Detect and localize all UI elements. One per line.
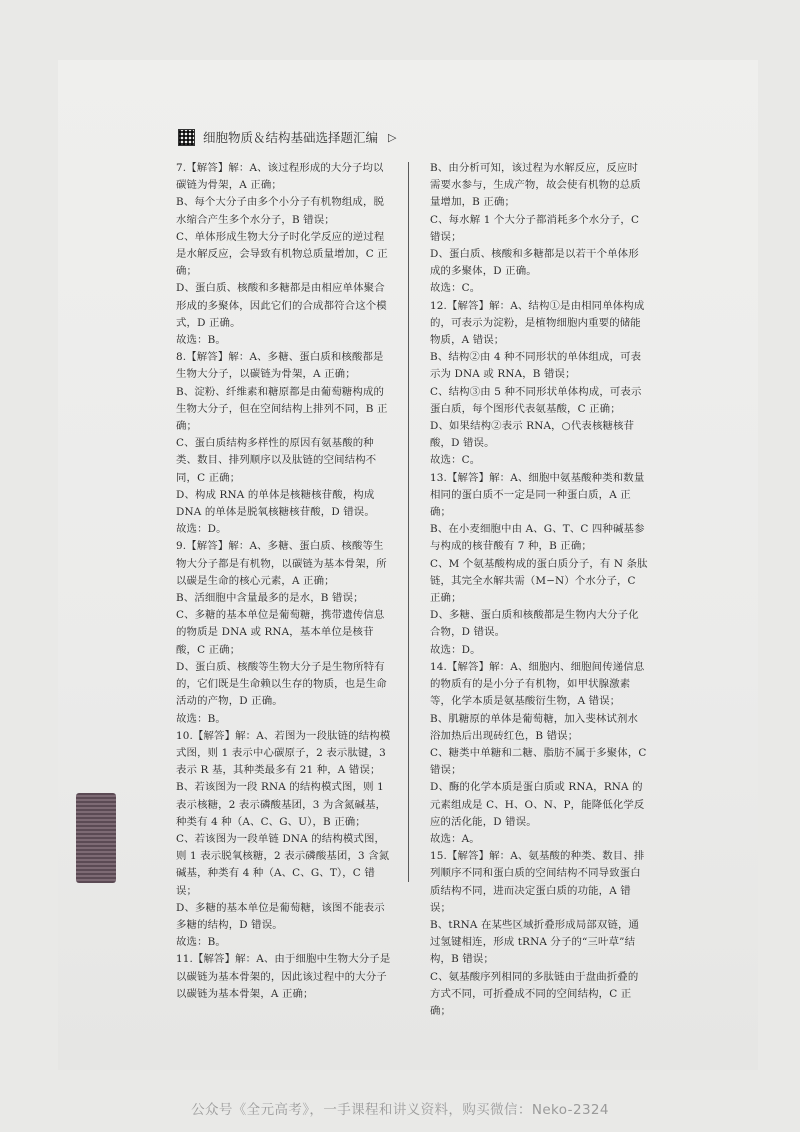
answer-line: B、活细胞中含量最多的是水，B 错误； bbox=[176, 592, 364, 605]
answer-entry bbox=[176, 349, 394, 538]
answer-line: C、蛋白质结构多样性的原因有氨基酸的种类、数目、排列顺序以及肽链的空间结构不同，C 正确； bbox=[176, 437, 377, 484]
answer-line: D、多糖的基本单位是葡萄糖，该图不能表示多糖的结构，D 错误。 bbox=[176, 901, 385, 931]
answer-line: C、每水解 1 个大分子都消耗多个水分子，C 错误； bbox=[430, 213, 640, 243]
answer-line: 故选：B。 bbox=[176, 712, 226, 725]
answer-line: 8.【解答】解：A、多糖、蛋白质和核酸都是生物大分子，以碳链为骨架，A 正确； bbox=[176, 351, 384, 381]
answer-line: 15.【解答】解：A、氨基酸的种类、数目、排列顺序不同和蛋白质的空间结构不同导致蛋白质结构不同，进而决定蛋白质的功能，A 错误； bbox=[430, 850, 645, 914]
answer-line: 故选：D。 bbox=[430, 643, 481, 656]
answer-entry bbox=[430, 848, 648, 1020]
answer-line: D、如果结构②表示 RNA，○代表核糖核苷酸，D 错误。 bbox=[430, 420, 635, 450]
answer-line: C、多糖的基本单位是葡萄糖，携带遗传信息的物质是 DNA 或 RNA，基本单位是核苷酸，C 正确； bbox=[176, 609, 385, 656]
answer-entry bbox=[176, 728, 394, 952]
answer-line: D、构成 RNA 的单体是核糖核苷酸，构成 DNA 的单体是脱氧核糖核苷酸，D 错误。 bbox=[176, 488, 375, 519]
answer-line: B、淀粉、纤维素和糖原都是由葡萄糖构成的生物大分子，但在空间结构上排列不同，B 正确； bbox=[176, 385, 388, 433]
answer-line: B、tRNA 在某些区域折叠形成局部双链，通过氢键相连，形成 tRNA 分子的“三叶草”结构，B 错误； bbox=[430, 918, 640, 966]
answer-line: 故选：D。 bbox=[176, 523, 227, 536]
answer-line: 11.【解答】解：A、由于细胞中生物大分子是以碳链为基本骨架的，因此该过程中的大分子以碳链为基本骨架，A 正确； bbox=[176, 953, 391, 1000]
answer-line: 故选：C。 bbox=[430, 282, 481, 295]
answer-line: D、多糖、蛋白质和核酸都是生物内大分子化合物，D 错误。 bbox=[430, 609, 639, 639]
answer-line: C、若该图为一段单链 DNA 的结构模式图，则 1 表示脱氧核糖，2 表示磷酸基团，3 含氮碱基，种类有 4 种（A、C、G、T），C 错误； bbox=[176, 832, 390, 897]
answer-line: 7.【解答】解：A、该过程形成的大分子均以碳链为骨架，A 正确； bbox=[176, 162, 384, 192]
answer-line: B、肌糖原的单体是葡萄糖，加入斐林试剂水浴加热后出现砖红色，B 错误； bbox=[430, 712, 639, 742]
answer-line: 故选：A。 bbox=[430, 832, 480, 845]
footer-watermark: 公众号《全元高考》，一手课程和讲义资料，购买微信：Neko-2324 bbox=[191, 1102, 609, 1118]
answer-line: D、蛋白质、核酸等生物大分子是生物所特有的，它们既是生命赖以生存的物质，也是生命活动的产物，D 正确。 bbox=[176, 660, 387, 708]
answer-line: C、单体形成生物大分子时化学反应的逆过程是水解反应，会导致有机物总质量增加，C 正确； bbox=[176, 230, 388, 278]
answer-entry bbox=[176, 160, 394, 349]
answer-entry bbox=[430, 160, 648, 298]
answer-line: B、每个大分子由多个小分子有机物组成，脱水缩合产生多个水分子，B 错误； bbox=[176, 196, 385, 226]
answer-line: D、蛋白质、核酸和多糖都是由相应单体聚合形成的多聚体，因此它们的合成都符合这个模式，D 正确。 bbox=[176, 282, 387, 329]
answer-entry bbox=[430, 298, 648, 470]
answer-line: 12.【解答】解：A、结构①是由相同单体构成的，可表示为淀粉，是植物细胞内重要的储能物质，A 错误； bbox=[430, 299, 645, 347]
answer-line: 13.【解答】解：A、细胞中氨基酸种类和数量相同的蛋白质不一定是同一种蛋白质，A 正确； bbox=[430, 471, 645, 519]
qr-code-icon bbox=[178, 129, 195, 146]
answer-line: C、糖类中单糖和二糖、脂肪不属于多聚体，C 错误； bbox=[430, 746, 647, 777]
answer-line: B、结构②由 4 种不同形状的单体组成，可表示为 DNA 或 RNA，B 错误； bbox=[430, 351, 642, 381]
thumb-smudge bbox=[76, 793, 116, 883]
header-title: 细胞物质＆结构基础选择题汇编 bbox=[203, 130, 379, 145]
answer-line: 10.【解答】解：A、若图为一段肽链的结构模式图，则 1 表示中心碳原子，2 表示肽键，3 表示 R 基，其种类最多有 21 种，A 错误； bbox=[176, 729, 391, 777]
answer-line: 14.【解答】解：A、细胞内、细胞间传递信息的物质有的是小分子有机物，如甲状腺激素等，化学本质是氨基酸衍生物，A 错误； bbox=[430, 660, 645, 708]
answer-line: 9.【解答】解：A、多糖、蛋白质、核酸等生物大分子都是有机物，以碳链为基本骨架，所以碳是生命的核心元素，A 正确； bbox=[176, 540, 387, 587]
answer-line: C、结构③由 5 种不同形状单体构成，可表示蛋白质，每个图形代表氨基酸，C 正确； bbox=[430, 385, 642, 415]
answer-line: 故选：B。 bbox=[176, 334, 226, 347]
right-column bbox=[430, 160, 648, 1020]
answer-line: C、M 个氨基酸构成的蛋白质分子，有 N 条肽链，其完全水解共需（M−N）个水分子，C 正确； bbox=[430, 557, 648, 605]
answer-line: B、在小麦细胞中由 A、G、T、C 四种碱基参与构成的核苷酸有 7 种，B 正确； bbox=[430, 523, 645, 553]
answer-entry bbox=[176, 951, 394, 1003]
answer-line: 故选：C。 bbox=[430, 454, 481, 467]
answer-entry bbox=[176, 538, 394, 727]
page-header bbox=[178, 127, 396, 147]
answer-line: D、蛋白质、核酸和多糖都是以若干个单体形成的多聚体，D 正确。 bbox=[430, 248, 639, 278]
answer-line: B、若该图为一段 RNA 的结构模式图，则 1 表示核糖，2 表示磷酸基团，3 为含氮碱基，种类有 4 种（A、C、G、U），B 正确； bbox=[176, 781, 387, 828]
arrow-icon: ▷ bbox=[388, 130, 397, 144]
answer-line: B、由分析可知，该过程为水解反应，反应时需要水参与，生成产物，故会使有机物的总质量增加，B 正确； bbox=[430, 162, 641, 209]
answer-entry bbox=[430, 470, 648, 659]
answer-line: D、酶的化学本质是蛋白质或 RNA，RNA 的元素组成是 C、H、O、N、P，能降低化学反应的活化能，D 错误。 bbox=[430, 781, 645, 828]
left-column bbox=[176, 160, 394, 1003]
answer-line: 故选：B。 bbox=[176, 936, 226, 949]
answer-entry bbox=[430, 659, 648, 848]
column-divider bbox=[408, 162, 409, 882]
answer-line: C、氨基酸序列相同的多肽链由于盘曲折叠的方式不同，可折叠成不同的空间结构，C 正确； bbox=[430, 970, 639, 1017]
